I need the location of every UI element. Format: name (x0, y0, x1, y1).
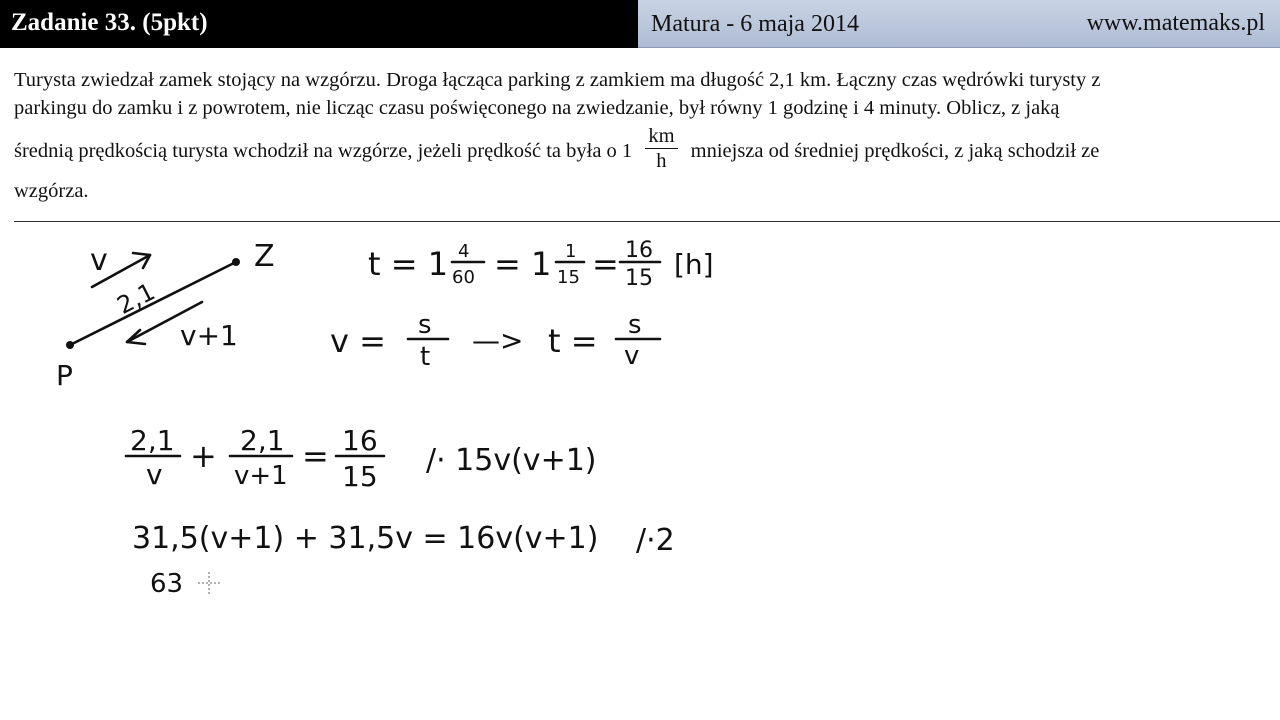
problem-text-3a: średnią prędkością turysta wchodził na wzgórze, jeżeli prędkość ta była o 1 (14, 140, 633, 163)
equation-line-2 (132, 521, 675, 558)
term-b-den: v+1 (234, 461, 288, 491)
problem-text-1: Turysta zwiedzał zamek stojący na wzgórzu. Droga łącząca parking z zamkiem ma długość 2,1 km. Łączny czas wędrówki turysty z (14, 69, 1101, 91)
cursor-crosshair-icon (198, 572, 220, 595)
time-eq-3: = (592, 245, 619, 283)
term-c-num: 16 (342, 424, 378, 457)
time-unit: [h] (674, 248, 714, 281)
label-z: Z (254, 239, 275, 274)
speed-equation (330, 310, 660, 372)
term-a-den: v (146, 458, 163, 491)
speed-frac-den: t (420, 342, 431, 372)
main-equation (126, 424, 597, 493)
frac2-den: 15 (557, 267, 580, 288)
label-distance: 2,1 (112, 277, 160, 320)
speed-frac2-num: s (628, 310, 642, 340)
term-a-num: 2,1 (130, 424, 175, 457)
frac1-num: 4 (458, 241, 470, 262)
term-c-den: 15 (342, 460, 378, 493)
multiplier-2: /·2 (636, 523, 675, 558)
time-eq-2: = 1 (494, 245, 552, 283)
speed-eq-v: v = (330, 322, 386, 360)
result-start: 63 (150, 569, 184, 599)
parking-point (66, 341, 74, 349)
frac3-den: 15 (625, 266, 653, 291)
frac1-den: 60 (452, 267, 475, 288)
label-p: P (56, 359, 73, 392)
equation-line-3 (150, 569, 220, 599)
unit-denominator: h (656, 150, 667, 172)
expanded-equation: 31,5(v+1) + 31,5v = 16v(v+1) (132, 521, 599, 556)
label-v-plus-1: v+1 (180, 319, 238, 352)
task-title: Zadanie 33. (5pkt) (0, 0, 638, 48)
problem-text-4: wzgórza. (14, 180, 89, 202)
problem-text-3b: mniejsza od średniej prędkości, z jaką schodził ze (690, 140, 1100, 163)
castle-point (232, 258, 240, 266)
frac3-num: 16 (625, 238, 653, 263)
speed-frac2-den: v (624, 341, 640, 371)
problem-text-2: parkingu do zamku i z powrotem, nie licząc czasu poświęconego na zwiedzanie, był równy 1 godzinę i 4 minuty. Oblicz, z jaką (14, 97, 1060, 119)
path-diagram (56, 239, 275, 392)
site-url: www.matemaks.pl (1086, 10, 1265, 36)
time-eq-t: t = 1 (368, 245, 449, 283)
term-b-num: 2,1 (240, 424, 285, 457)
speed-eq-t: t = (548, 322, 598, 360)
time-equation (368, 238, 714, 291)
exam-date: Matura - 6 maja 2014 (651, 11, 859, 37)
speed-frac-num: s (418, 310, 432, 340)
label-v: v (90, 243, 108, 278)
plus-sign: + (190, 437, 217, 475)
equals-sign: = (302, 437, 329, 475)
implication-arrow: —> (472, 324, 524, 357)
frac2-num: 1 (565, 241, 577, 262)
unit-numerator: km (645, 124, 677, 149)
multiplier-1: /· 15v(v+1) (426, 443, 597, 478)
